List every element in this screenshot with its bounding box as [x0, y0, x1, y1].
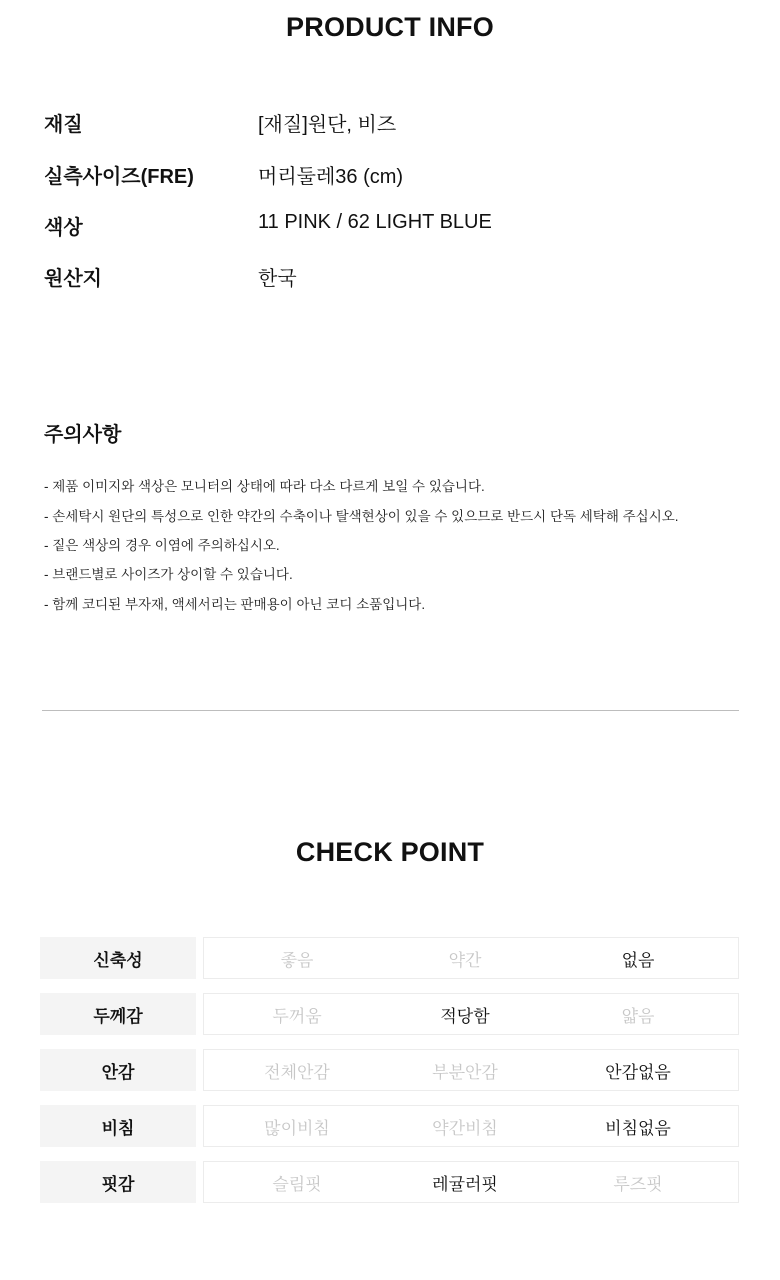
- check-label: 두께감: [40, 993, 196, 1035]
- info-value: 한국: [258, 268, 297, 290]
- check-label: 안감: [40, 1049, 196, 1091]
- info-value: 머리둘레36 (cm): [258, 166, 404, 188]
- caution-note: - 브랜드별로 사이즈가 상이할 수 있습니다.: [44, 567, 293, 582]
- check-row-sheerness: [40, 1105, 739, 1147]
- check-option: 부분안감: [432, 1062, 498, 1082]
- info-value: [재질]원단, 비즈: [258, 114, 397, 136]
- check-option: 약간비침: [432, 1118, 498, 1138]
- check-options: [203, 993, 739, 1035]
- caution-note: - 손세탁시 원단의 특성으로 인한 약간의 수축이나 탈색현상이 있을 수 있으므로 반드시 단독 세탁해 주십시오.: [44, 509, 679, 524]
- check-label: 신축성: [40, 937, 196, 979]
- check-option: 얇음: [621, 1006, 655, 1026]
- check-option-selected: 비침없음: [605, 1118, 671, 1138]
- section-divider: [42, 710, 739, 711]
- check-option: 전체안감: [264, 1062, 330, 1082]
- check-option: 약간: [448, 950, 482, 970]
- check-options: [203, 1161, 739, 1203]
- info-label: 색상: [44, 217, 83, 239]
- info-value: 11 PINK / 62 LIGHT BLUE: [258, 211, 492, 233]
- caution-note: - 짙은 색상의 경우 이염에 주의하십시오.: [44, 538, 280, 553]
- check-row-fit: [40, 1161, 739, 1203]
- check-options: [203, 1105, 739, 1147]
- check-option-selected: 없음: [621, 950, 655, 970]
- info-label: 재질: [44, 114, 83, 136]
- info-row-material: [44, 108, 744, 138]
- check-option-selected: 적당함: [440, 1006, 490, 1026]
- product-info-title: PRODUCT INFO: [286, 12, 494, 42]
- info-label: 원산지: [44, 268, 102, 290]
- check-options: [203, 1049, 739, 1091]
- caution-note: - 함께 코디된 부자재, 액세서리는 판매용이 아닌 코디 소품입니다.: [44, 597, 426, 612]
- check-option-selected: 안감없음: [605, 1062, 671, 1082]
- check-options: [203, 937, 739, 979]
- info-row-origin: [44, 262, 744, 292]
- check-option: 두꺼움: [272, 1006, 322, 1026]
- check-label: 핏감: [40, 1161, 196, 1203]
- check-option: 루즈핏: [613, 1174, 663, 1194]
- caution-note: - 제품 이미지와 색상은 모니터의 상태에 따라 다소 다르게 보일 수 있습니다.: [44, 479, 485, 494]
- check-row-thickness: [40, 993, 739, 1035]
- check-option: 슬림핏: [272, 1174, 322, 1194]
- info-row-color: [44, 211, 744, 241]
- check-option: 좋음: [280, 950, 314, 970]
- info-label: 실측사이즈(FRE): [44, 166, 194, 188]
- check-row-lining: [40, 1049, 739, 1091]
- info-row-size: [44, 160, 744, 190]
- check-option-selected: 레귤러핏: [432, 1174, 498, 1194]
- caution-title: 주의사항: [44, 424, 122, 446]
- check-row-stretch: [40, 937, 739, 979]
- check-label: 비침: [40, 1105, 196, 1147]
- check-option: 많이비침: [264, 1118, 330, 1138]
- check-point-title: CHECK POINT: [295, 837, 485, 867]
